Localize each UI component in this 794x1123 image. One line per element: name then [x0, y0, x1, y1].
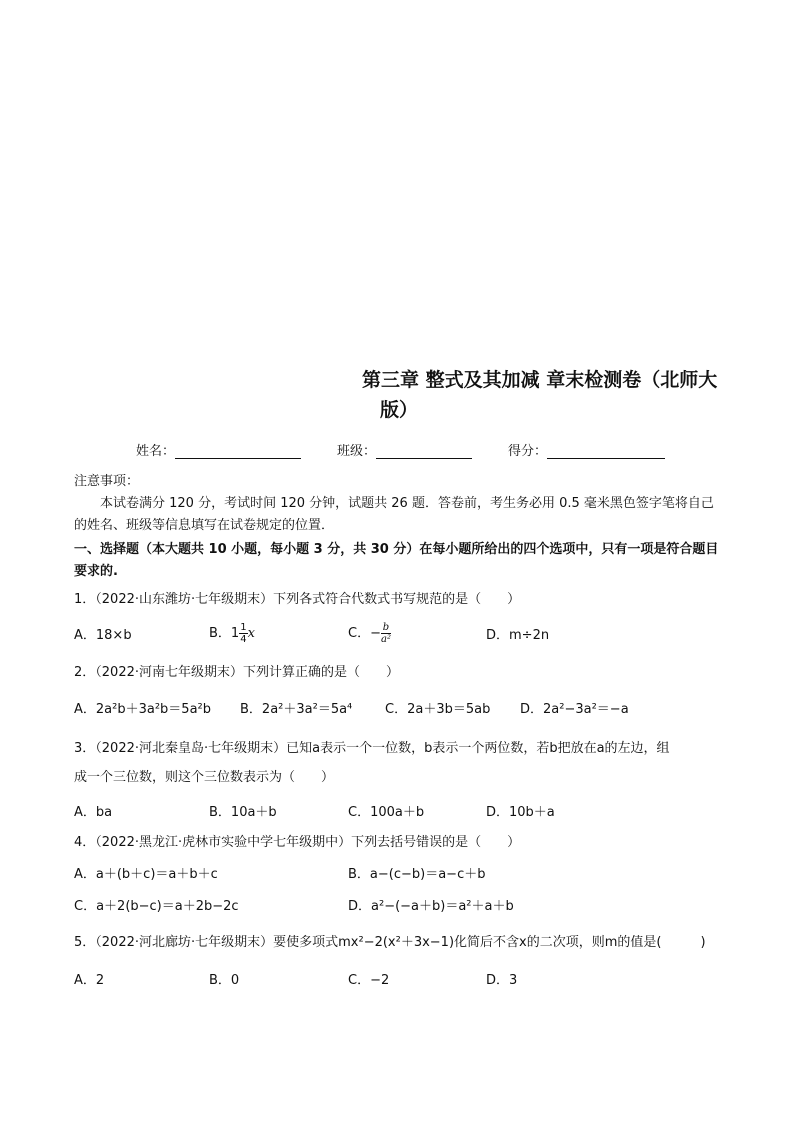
question-1-stem: 1．（2022·山东潍坊·七年级期末）下列各式符合代数式书写规范的是（ ） — [74, 592, 521, 607]
q3-option-a[interactable]: A．ba — [74, 805, 113, 820]
q1-option-b-var: x — [247, 626, 255, 641]
q2-option-a[interactable]: A．2a²b＋3a²b＝5a²b — [74, 702, 211, 717]
q2-option-d[interactable]: D．2a²−3a²＝−a — [520, 702, 629, 717]
q4-option-b[interactable]: B．a−(c−b)＝a−c＋b — [348, 867, 486, 882]
q2-option-c[interactable]: C．2a＋3b＝5ab — [385, 702, 491, 717]
q5-option-c[interactable]: C．−2 — [348, 973, 390, 988]
q1-option-a[interactable]: A．18×b — [74, 628, 132, 643]
q1-option-c-prefix: C．− — [348, 626, 381, 641]
score-label: 得分： — [508, 444, 548, 459]
question-3-stem-line-1: 3．（2022·河北秦皇岛·七年级期末）已知a表示一个一位数，b表示一个两位数，若b把放在a的左边，组 — [74, 741, 670, 756]
q1-option-d[interactable]: D．m÷2n — [486, 628, 550, 643]
title-line-2: 版） — [380, 399, 419, 421]
q1-option-b[interactable] — [209, 622, 255, 645]
student-info-row — [136, 440, 665, 459]
q3-option-d[interactable]: D．10b＋a — [486, 805, 555, 820]
q3-option-b[interactable]: B．10a＋b — [209, 805, 277, 820]
name-blank[interactable] — [175, 444, 301, 459]
q1-b-fraction: $\frac{1}{4}$ — [240, 622, 247, 645]
score-blank[interactable] — [547, 444, 665, 459]
q5-option-b[interactable]: B．0 — [209, 973, 240, 988]
notice-heading: 注意事项： — [74, 474, 140, 489]
q5-option-a[interactable]: A．2 — [74, 973, 105, 988]
class-label: 班级： — [337, 444, 377, 459]
section-1-heading: 一、选择题（本大题共 10 小题，每小题 3 分，共 30 分）在每小题所给出的四个选项中，只有一项是符合题目要求的. — [74, 542, 719, 579]
q2-option-b[interactable]: B．2a²＋3a²＝5a⁴ — [240, 702, 353, 717]
q5-option-d[interactable]: D．3 — [486, 973, 518, 988]
q4-option-d[interactable]: D．a²−(−a＋b)＝a²＋a＋b — [348, 899, 514, 914]
notice-body: 本试卷满分 120 分，考试时间 120 分钟，试题共 26 题．答卷前，考生务必用 0.5 毫米黑色签字笔将自己的姓名、班级等信息填写在试卷规定的位置． — [74, 496, 714, 533]
q1-c-fraction: $\frac{b}{\text{a²}}$ — [380, 622, 391, 645]
question-2-stem: 2．（2022·河南七年级期末）下列计算正确的是（ ） — [74, 665, 399, 680]
name-label: 姓名： — [136, 444, 176, 459]
question-3-stem-line-2: 成一个三位数，则这个三位数表示为（ ） — [74, 770, 335, 785]
class-blank[interactable] — [376, 444, 472, 459]
title-line-1: 第三章 整式及其加减 章末检测卷（北师大 — [362, 369, 718, 391]
q4-option-c[interactable]: C．a＋2(b−c)＝a＋2b−2c — [74, 899, 239, 914]
question-4-stem: 4．（2022·黑龙江·虎林市实验中学七年级期中）下列去括号错误的是（ ） — [74, 835, 521, 850]
q4-option-a[interactable]: A．a＋(b＋c)＝a＋b＋c — [74, 867, 218, 882]
q1-option-b-prefix: B．1 — [209, 626, 240, 641]
q3-option-c[interactable]: C．100a＋b — [348, 805, 425, 820]
page-title — [362, 365, 742, 425]
q1-option-c[interactable] — [348, 622, 391, 645]
question-5-stem: 5．（2022·河北廊坊·七年级期末）要使多项式mx²−2(x²＋3x−1)化简后不含x的二次项，则m的值是( ) — [74, 935, 706, 950]
